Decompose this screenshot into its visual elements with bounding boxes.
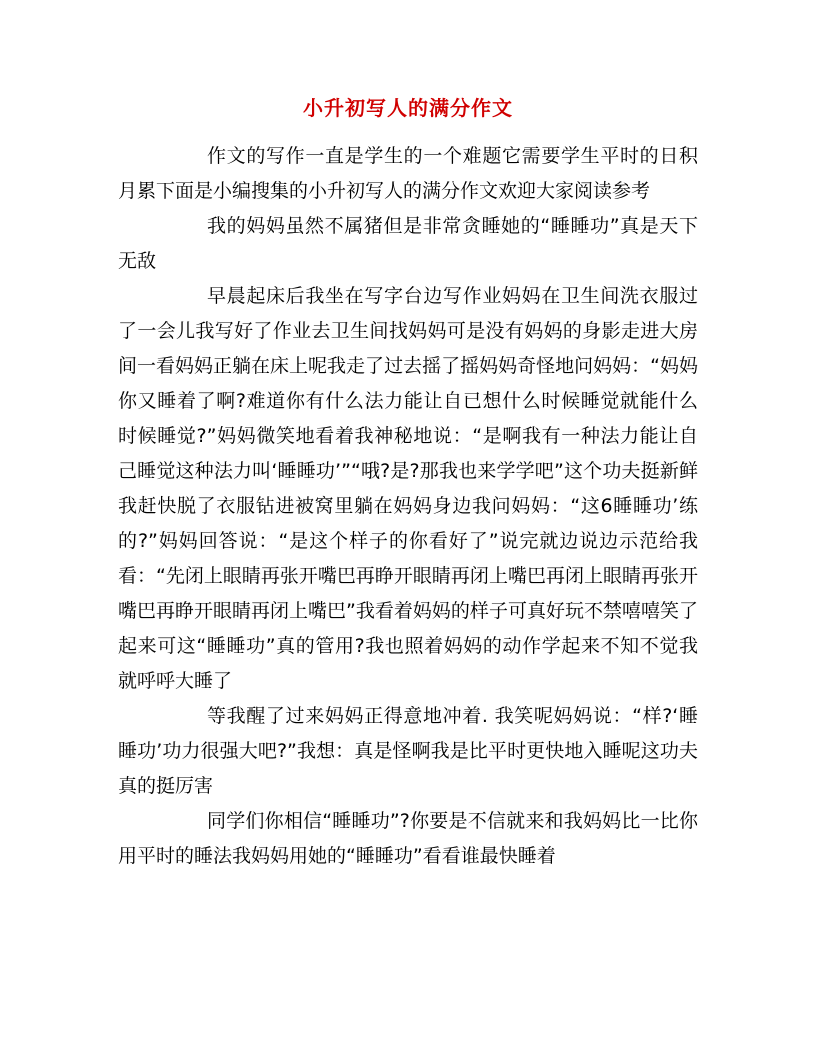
paragraph-intro: 作文的写作一直是学生的一个难题它需要学生平时的日积月累下面是小编搜集的小升初写人的满分作文欢迎大家阅读参考 (118, 145, 698, 202)
paragraph-2: 早晨起床后我坐在写字台边写作业妈妈在卫生间洗衣服过了一会儿我写好了作业去卫生间找妈妈可是没有妈妈的身影走进大房间一看妈妈正躺在床上呢我走了过去摇了摇妈妈奇怪地问妈妈：“妈妈你又睡着了啊?难道你有什么法力能让自已想什么时候睡觉就能什么时候睡觉?”妈妈微笑地看着我神秘地说：“是啊我有一种法力能让自己睡觉这种法力叫‘睡睡功’”“哦?是?那我也来学学吧”这个功夫挺新鲜我赶快脱了衣服钻进被窝里躺在妈妈身边我问妈妈：“这6睡睡功’练的?”妈妈回答说：“是这个样子的你看好了”说完就边说边示范给我看：“先闭上眼睛再张开嘴巴再睁开眼睛再闭上嘴巴再闭上眼睛再张开嘴巴再睁开眼睛再闭上嘴巴”我看着妈妈的样子可真好玩不禁嘻嘻笑了起来可这“睡睡功”真的管用?我也照着妈妈的动作学起来不知不觉我就呼呼大睡了 (118, 285, 698, 692)
paragraph-4: 同学们你相信“睡睡功”?你要是不信就来和我妈妈比一比你用平时的睡法我妈妈用她的“睡睡功”看看谁最快睡着 (118, 810, 698, 867)
paragraph-1: 我的妈妈虽然不属猪但是非常贪睡她的“睡睡功”真是天下无敌 (118, 215, 698, 272)
paragraph-3: 等我醒了过来妈妈正得意地冲着. 我笑呢妈妈说：“样?‘睡睡功’功力很强大吧?”我想：真是怪啊我是比平时更快地入睡呢这功夫真的挺厉害 (118, 705, 698, 797)
document-title: 小升初写人的满分作文 (303, 96, 513, 120)
document-body (118, 139, 698, 874)
